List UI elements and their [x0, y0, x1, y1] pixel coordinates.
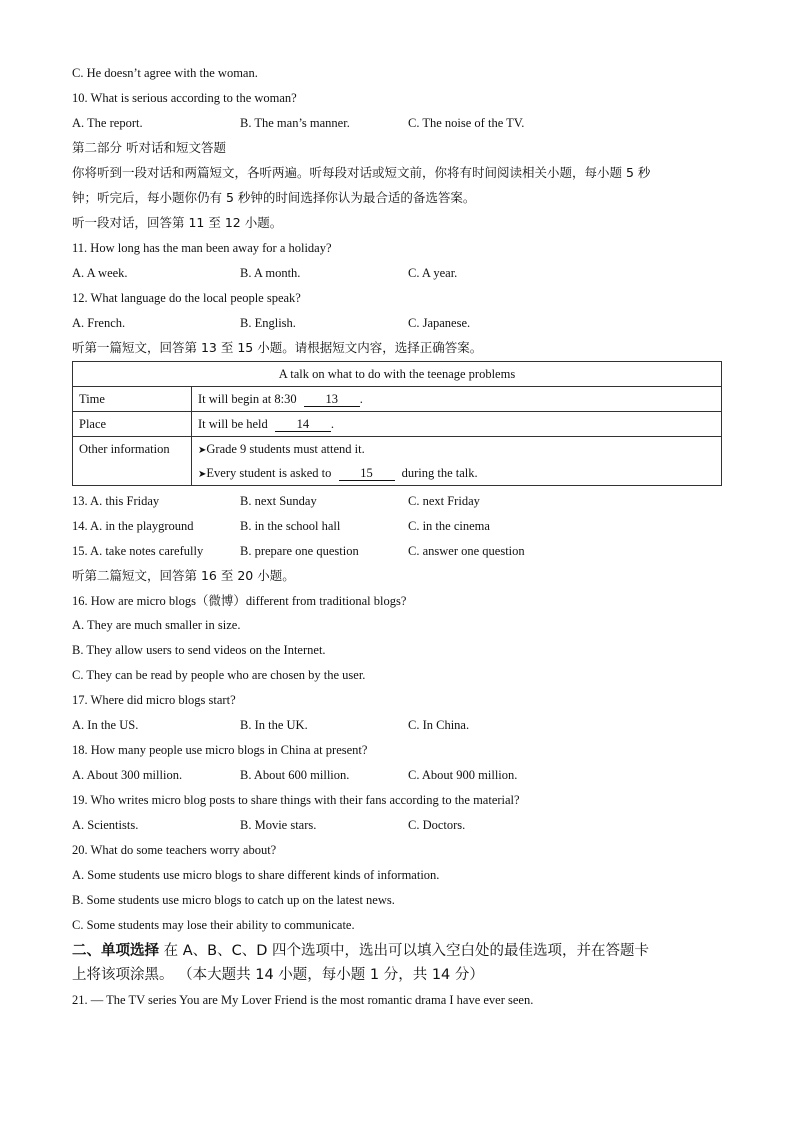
place-text: It will be held [198, 416, 268, 431]
question-15-option-a: 15. A. take notes carefully [72, 544, 204, 558]
passage1-intro: 听第一篇短文，回答第 13 至 15 小题。请根据短文内容，选择正确答案。 [72, 340, 483, 355]
question-18-stem: 18. How many people use micro blogs in China at present? [72, 743, 368, 757]
question-17-option-c: C. In China. [408, 718, 470, 732]
question-14-option-c: C. in the cinema [408, 519, 490, 533]
talk-info-table [72, 361, 722, 486]
question-16-stem: 16. How are micro blogs（微博）different from traditional blogs? [72, 594, 407, 608]
question-16-option-a: A. They are much smaller in size. [72, 618, 241, 632]
section2-title: 二、单项选择 [72, 943, 159, 959]
question-9-option-c: C. He doesn’t agree with the woman. [72, 66, 258, 80]
bullet1-text: Grade 9 students must attend it. [206, 441, 365, 456]
question-20-option-a: A. Some students use micro blogs to share different kinds of information. [72, 868, 440, 882]
question-18-option-c: C. About 900 million. [408, 768, 518, 782]
question-11-option-a: A. A week. [72, 266, 128, 280]
bullet-arrow-icon: ➤ [198, 468, 207, 480]
question-13-option-c: C. next Friday [408, 494, 480, 508]
question-18-option-b: B. About 600 million. [240, 768, 350, 782]
passage2-intro: 听第二篇短文，回答第 16 至 20 小题。 [72, 568, 295, 583]
question-11-option-c: C. A year. [408, 266, 458, 280]
question-11-option-b: B. A month. [240, 266, 301, 280]
blank-15: 15 [339, 466, 395, 481]
question-13-option-a: 13. A. this Friday [72, 494, 160, 508]
question-21-stem: 21. — The TV series You are My Lover Friend is the most romantic drama I have ever seen. [72, 993, 534, 1007]
question-19-stem: 19. Who writes micro blog posts to share things with their fans according to the material? [72, 793, 520, 807]
question-13-option-b: B. next Sunday [240, 494, 317, 508]
question-20-option-c: C. Some students may lose their ability to communicate. [72, 918, 355, 932]
question-15-option-b: B. prepare one question [240, 544, 359, 558]
question-12-option-b: B. English. [240, 316, 296, 330]
table-title: A talk on what to do with the teenage problems [73, 362, 722, 387]
time-text: It will begin at 8:30 [198, 391, 297, 406]
time-label: Time [73, 387, 192, 412]
question-16-option-c: C. They can be read by people who are chosen by the user. [72, 668, 366, 682]
question-10-stem: 10. What is serious according to the woman? [72, 91, 297, 105]
question-19-option-a: A. Scientists. [72, 818, 139, 832]
question-14-option-a: 14. A. in the playground [72, 519, 194, 533]
question-17-option-a: A. In the US. [72, 718, 139, 732]
other-info-label: Other information [73, 437, 192, 486]
bullet-arrow-icon: ➤ [198, 444, 207, 456]
part2-instruction-line2: 钟；听完后，每小题你仍有 5 秒钟的时间选择你认为最合适的备选答案。 [72, 190, 476, 205]
question-10-option-a: A. The report. [72, 116, 143, 130]
time-cell [192, 387, 722, 412]
question-18-option-a: A. About 300 million. [72, 768, 183, 782]
question-15-option-c: C. answer one question [408, 544, 525, 558]
bullet2-text-pre: Every student is asked to [206, 465, 332, 480]
question-17-option-b: B. In the UK. [240, 718, 308, 732]
question-10-option-c: C. The noise of the TV. [408, 116, 525, 130]
section2-instruction-a: 在 A、B、C、D 四个选项中，选出可以填入空白处的最佳选项，并在答题卡 [159, 943, 649, 959]
blank-13: 13 [304, 392, 360, 407]
question-11-stem: 11. How long has the man been away for a holiday? [72, 241, 332, 255]
question-12-option-c: C. Japanese. [408, 316, 471, 330]
question-19-option-c: C. Doctors. [408, 818, 466, 832]
question-20-stem: 20. What do some teachers worry about? [72, 843, 277, 857]
other-info-bullet1 [192, 437, 722, 462]
section2-heading-line2: 上将该项涂黑。 （本大题共 14 小题，每小题 1 分，共 14 分） [72, 967, 484, 983]
place-label: Place [73, 412, 192, 437]
blank-14: 14 [275, 417, 331, 432]
part2-instruction-line1: 你将听到一段对话和两篇短文，各听两遍。听每段对话或短文前，你将有时间阅读相关小题，每小题 5 秒 [72, 165, 651, 180]
section2-heading-line1 [72, 942, 649, 960]
question-17-stem: 17. Where did micro blogs start? [72, 693, 236, 707]
time-period: . [359, 391, 363, 406]
question-12-stem: 12. What language do the local people speak? [72, 291, 301, 305]
place-period: . [330, 416, 335, 431]
question-12-option-a: A. French. [72, 316, 126, 330]
question-19-option-b: B. Movie stars. [240, 818, 317, 832]
question-14-option-b: B. in the school hall [240, 519, 341, 533]
other-info-bullet2 [192, 461, 722, 486]
question-10-option-b: B. The man’s manner. [240, 116, 350, 130]
question-16-option-b: B. They allow users to send videos on the Internet. [72, 643, 326, 657]
bullet2-text-post: during the talk. [401, 465, 478, 480]
dialog-intro: 听一段对话，回答第 11 至 12 小题。 [72, 215, 283, 230]
question-20-option-b: B. Some students use micro blogs to catch up on the latest news. [72, 893, 395, 907]
part2-heading: 第二部分 听对话和短文答题 [72, 140, 226, 155]
place-cell [192, 412, 722, 437]
